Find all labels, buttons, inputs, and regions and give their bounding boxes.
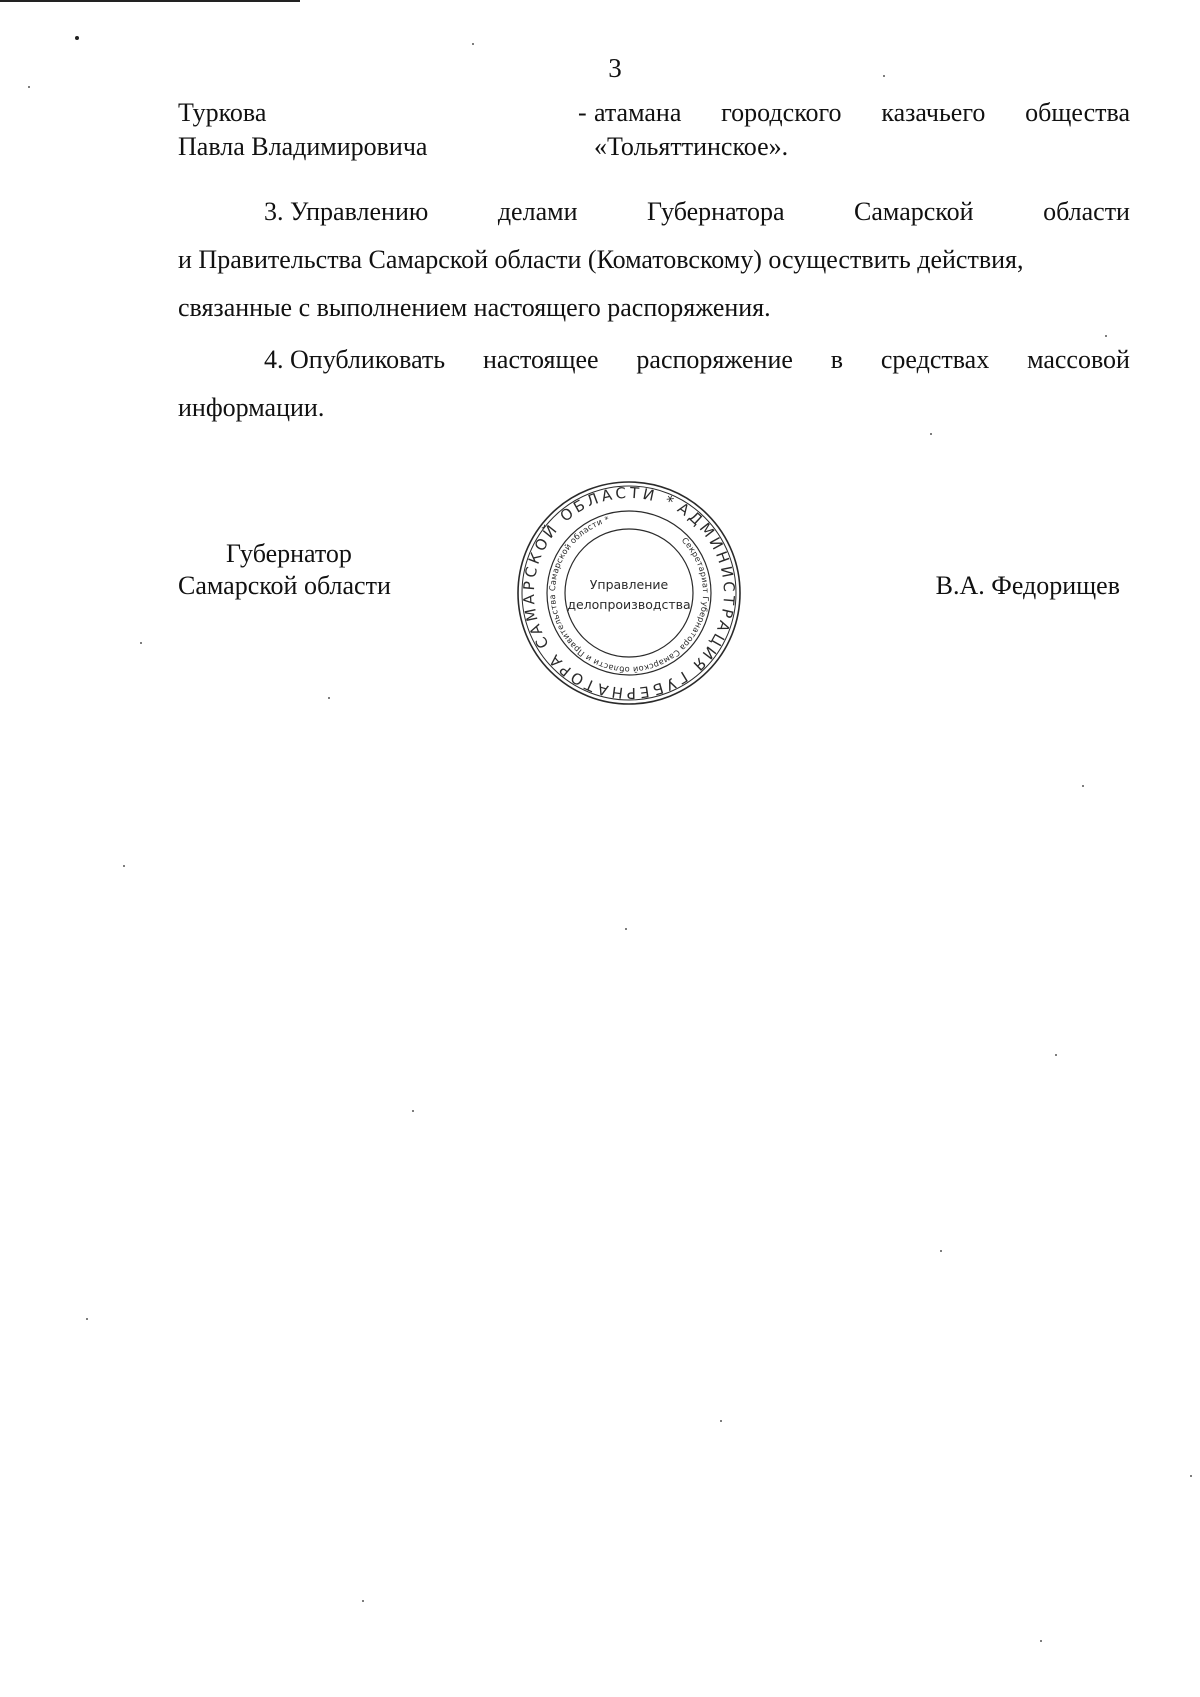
- post-word: казачьего: [881, 98, 986, 127]
- scan-speck: [1040, 1640, 1042, 1642]
- appointee-given-names: Павла Владимировича: [178, 132, 428, 161]
- scan-speck: [625, 928, 627, 930]
- appointment-dash: -: [578, 98, 587, 127]
- paragraph-word: 4. Опубликовать: [264, 345, 446, 374]
- seal-inner-ring: [565, 529, 693, 657]
- paragraph-word: делами: [497, 197, 578, 226]
- paragraph-4-line-1: [178, 336, 1130, 384]
- paragraph-word: в: [830, 345, 844, 374]
- scan-speck: [1055, 1054, 1057, 1056]
- paragraph-word: распоряжение: [636, 345, 793, 374]
- official-seal-stamp: [514, 478, 744, 708]
- seal-center-line-2: делопроизводства: [567, 597, 691, 612]
- signatory-title-line-2: Самарской области: [178, 571, 391, 600]
- scan-speck: [362, 1600, 364, 1602]
- scan-speck: [720, 1420, 722, 1422]
- scan-speck: [412, 1110, 414, 1112]
- appointee-post: [594, 96, 1130, 164]
- scan-speck: [140, 642, 142, 644]
- paragraph-3: [178, 188, 1130, 332]
- page-number: 3: [608, 53, 622, 83]
- signatory-title-line-1: Губернатор: [226, 539, 352, 568]
- scan-speck: [472, 43, 474, 45]
- paragraph-3-line-1: [178, 188, 1130, 236]
- post-word: атамана: [594, 98, 682, 127]
- appointee-name: [178, 96, 558, 164]
- paragraph-4: [178, 336, 1130, 432]
- scan-speck: [883, 75, 885, 77]
- scan-speck: [123, 865, 125, 867]
- paragraph-word: Самарской: [854, 197, 974, 226]
- paragraph-4-line-2: информации.: [178, 393, 325, 422]
- appointee-post-line-1: [594, 96, 1130, 130]
- signatory-name: В.А. Федорищев: [935, 571, 1120, 600]
- paragraph-word: массовой: [1027, 345, 1130, 374]
- post-word: общества: [1025, 98, 1130, 127]
- top-edge-rule: [0, 0, 300, 2]
- paragraph-word: настоящее: [483, 345, 599, 374]
- scan-speck: [86, 1318, 88, 1320]
- appointee-surname: Туркова: [178, 98, 267, 127]
- scan-speck: [1190, 1475, 1192, 1477]
- seal-center-line-1: Управление: [589, 577, 669, 592]
- signatory-title: [178, 538, 438, 602]
- paragraph-word: 3. Управлению: [264, 197, 429, 226]
- scan-speck: [1082, 785, 1084, 787]
- seal-outer-text: АДМИНИСТРАЦИЯ ГУБЕРНАТОРА САМАРСКОЙ ОБЛАСТИ *: [519, 483, 739, 703]
- scan-speck: [328, 697, 330, 699]
- paragraph-word: средствах: [880, 345, 990, 374]
- paragraph-word: области: [1043, 197, 1130, 226]
- scan-speck: [1105, 335, 1107, 337]
- appointee-post-line-2: «Тольяттинское».: [594, 132, 789, 161]
- paragraph-word: Губернатора: [647, 197, 785, 226]
- paragraph-3-line-2: и Правительства Самарской области (Коматовскому) осуществить действия,: [178, 245, 1024, 274]
- post-word: городского: [721, 98, 842, 127]
- scan-speck: [940, 1250, 942, 1252]
- scan-speck: [28, 86, 30, 88]
- seal-inner-text: Секретариат Губернатора Самарской области и Правительства Самарской области *: [546, 513, 712, 676]
- scan-speck: [930, 433, 932, 435]
- paragraph-3-line-3: связанные с выполнением настоящего распоряжения.: [178, 293, 771, 322]
- scan-speck: [75, 36, 79, 40]
